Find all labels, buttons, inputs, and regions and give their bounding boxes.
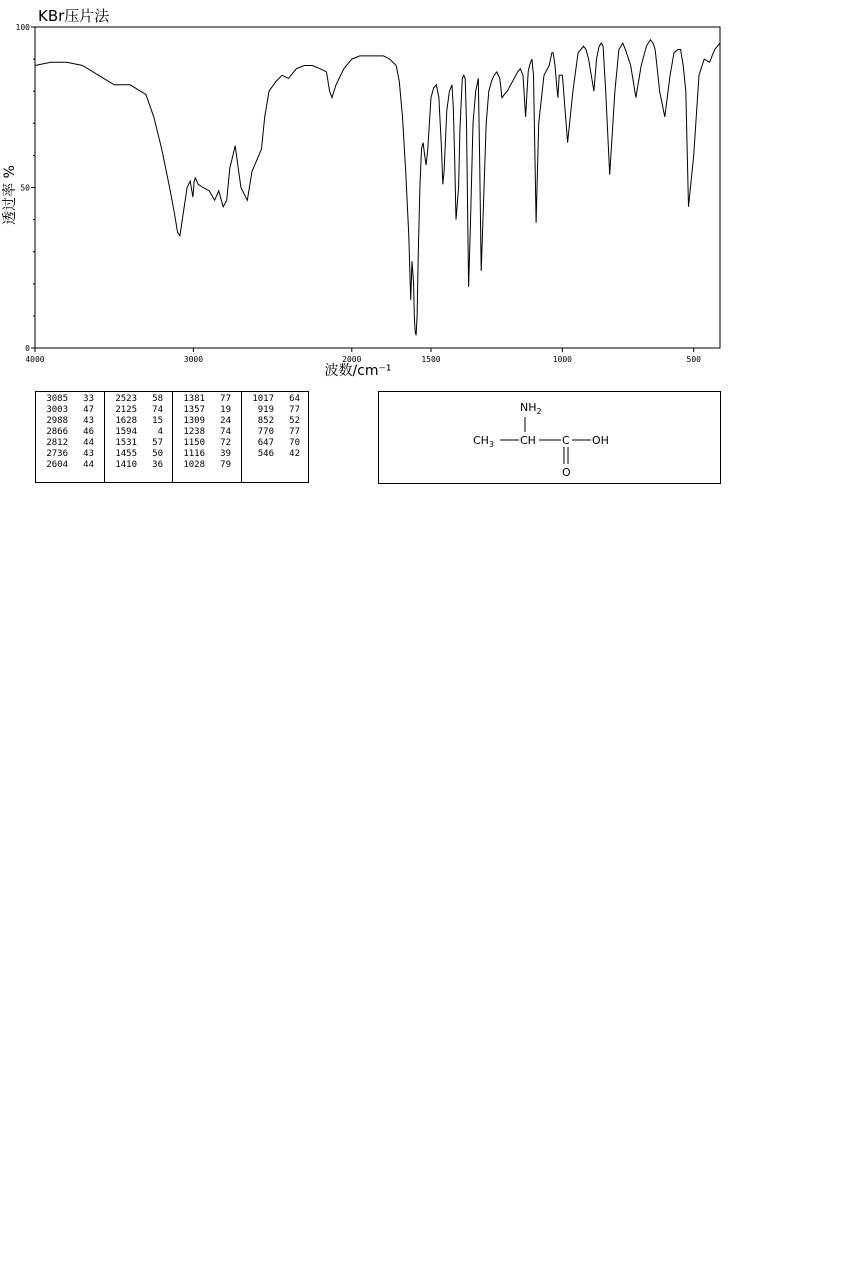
peak-wavenumber: 1017 [252, 394, 274, 404]
peak-row [175, 449, 231, 460]
peak-transmittance: 79 [220, 460, 231, 470]
y-tick-label: 0 [25, 344, 30, 353]
peak-wavenumber: 919 [257, 405, 274, 415]
peak-transmittance: 70 [289, 438, 300, 448]
peak-wavenumber: 1381 [183, 394, 205, 404]
peak-wavenumber: 1410 [115, 460, 137, 470]
x-axis-ticks [25, 348, 701, 364]
c-label: C [562, 434, 570, 447]
peak-row [38, 427, 94, 438]
ir-spectrum-chart [0, 0, 850, 390]
peak-wavenumber: 1531 [115, 438, 137, 448]
peak-row [107, 449, 163, 460]
peak-wavenumber: 770 [257, 427, 274, 437]
peak-transmittance: 77 [220, 394, 231, 404]
peak-wavenumber: 546 [257, 449, 274, 459]
peak-transmittance: 52 [289, 416, 300, 426]
peak-wavenumber: 2866 [46, 427, 68, 437]
x-tick-label: 500 [686, 355, 701, 364]
peak-row [107, 394, 163, 405]
peak-row [175, 427, 231, 438]
y-tick-label: 50 [20, 183, 30, 193]
peak-transmittance: 42 [289, 449, 300, 459]
peak-wavenumber: 1028 [183, 460, 205, 470]
peak-transmittance: 19 [220, 405, 231, 415]
peak-row [107, 460, 163, 471]
peak-row [244, 416, 300, 427]
peak-column [172, 392, 241, 482]
peak-row [244, 405, 300, 416]
x-tick-label: 3000 [183, 355, 204, 364]
peak-table [35, 391, 309, 483]
x-tick-label: 2000 [342, 355, 362, 364]
peak-transmittance: 33 [83, 394, 94, 404]
peak-row [107, 416, 163, 427]
peak-wavenumber: 3085 [46, 394, 68, 404]
ch3-label: $CH_3$ [473, 434, 495, 449]
peak-transmittance: 74 [152, 405, 163, 415]
peak-wavenumber: 1357 [183, 405, 205, 415]
peak-wavenumber: 2988 [46, 416, 68, 426]
peak-wavenumber: 2125 [115, 405, 137, 415]
peak-row [38, 416, 94, 427]
peak-wavenumber: 1150 [183, 438, 205, 448]
peak-wavenumber: 1455 [115, 449, 137, 459]
peak-row [244, 427, 300, 438]
y-tick-label: 100 [15, 23, 30, 32]
peak-row [175, 416, 231, 427]
peak-transmittance: 43 [83, 416, 94, 426]
x-tick-label: 1000 [552, 355, 572, 364]
peak-row [38, 394, 94, 405]
peak-transmittance: 36 [152, 460, 163, 470]
peak-column [104, 392, 172, 482]
peak-row [175, 460, 231, 471]
peak-wavenumber: 1116 [183, 449, 205, 459]
peak-transmittance: 43 [83, 449, 94, 459]
peak-row [107, 438, 163, 449]
alanine-structure [379, 392, 722, 485]
chart-title: KBr压片法 [38, 7, 110, 25]
peak-transmittance: 72 [220, 438, 231, 448]
peak-row [107, 405, 163, 416]
plot-frame [35, 27, 720, 348]
peak-row [175, 438, 231, 449]
y-axis-ticks [16, 23, 35, 353]
peak-transmittance: 57 [152, 438, 163, 448]
peak-row [175, 405, 231, 416]
peak-row [38, 405, 94, 416]
peak-wavenumber: 2523 [115, 394, 137, 404]
peak-wavenumber: 2736 [46, 449, 68, 459]
x-tick-label: 1500 [421, 355, 441, 364]
peak-wavenumber: 1594 [115, 427, 137, 437]
peak-wavenumber: 1309 [183, 416, 205, 426]
peak-column [241, 392, 308, 482]
x-axis-label: 波数/cm⁻¹ [324, 363, 392, 379]
peak-wavenumber: 852 [257, 416, 274, 426]
peak-column [36, 392, 104, 482]
peak-transmittance: 58 [152, 394, 163, 404]
peak-transmittance: 46 [83, 427, 94, 437]
peak-transmittance: 77 [289, 405, 300, 415]
peak-row [38, 449, 94, 460]
peak-transmittance: 15 [152, 416, 163, 426]
ch-label: CH [520, 434, 536, 447]
peak-transmittance: 4 [157, 427, 163, 437]
peak-wavenumber: 647 [257, 438, 274, 448]
oh-label: OH [592, 434, 609, 447]
peak-transmittance: 24 [220, 416, 231, 426]
spectrum-series-line [35, 40, 720, 335]
o-label: O [562, 466, 571, 479]
peak-transmittance: 44 [83, 438, 94, 448]
structure-box [378, 391, 721, 484]
peak-row [107, 427, 163, 438]
peak-wavenumber: 2604 [46, 460, 68, 470]
peak-transmittance: 77 [289, 427, 300, 437]
peak-transmittance: 47 [83, 405, 94, 415]
peak-wavenumber: 1628 [115, 416, 137, 426]
peak-row [175, 394, 231, 405]
peak-transmittance: 50 [152, 449, 163, 459]
peak-row [244, 438, 300, 449]
peak-row [244, 449, 300, 460]
peak-transmittance: 74 [220, 427, 231, 437]
nh2-label: $NH_2$ [520, 401, 542, 416]
peak-row [38, 460, 94, 471]
peak-row [244, 394, 300, 405]
peak-transmittance: 39 [220, 449, 231, 459]
peak-wavenumber: 3003 [46, 405, 68, 415]
peak-row [38, 438, 94, 449]
peak-transmittance: 44 [83, 460, 94, 470]
x-tick-label: 4000 [25, 355, 45, 364]
y-axis-label: 透过率 % [2, 165, 18, 225]
peak-transmittance: 64 [289, 394, 300, 404]
peak-wavenumber: 1238 [183, 427, 205, 437]
peak-wavenumber: 2812 [46, 438, 68, 448]
